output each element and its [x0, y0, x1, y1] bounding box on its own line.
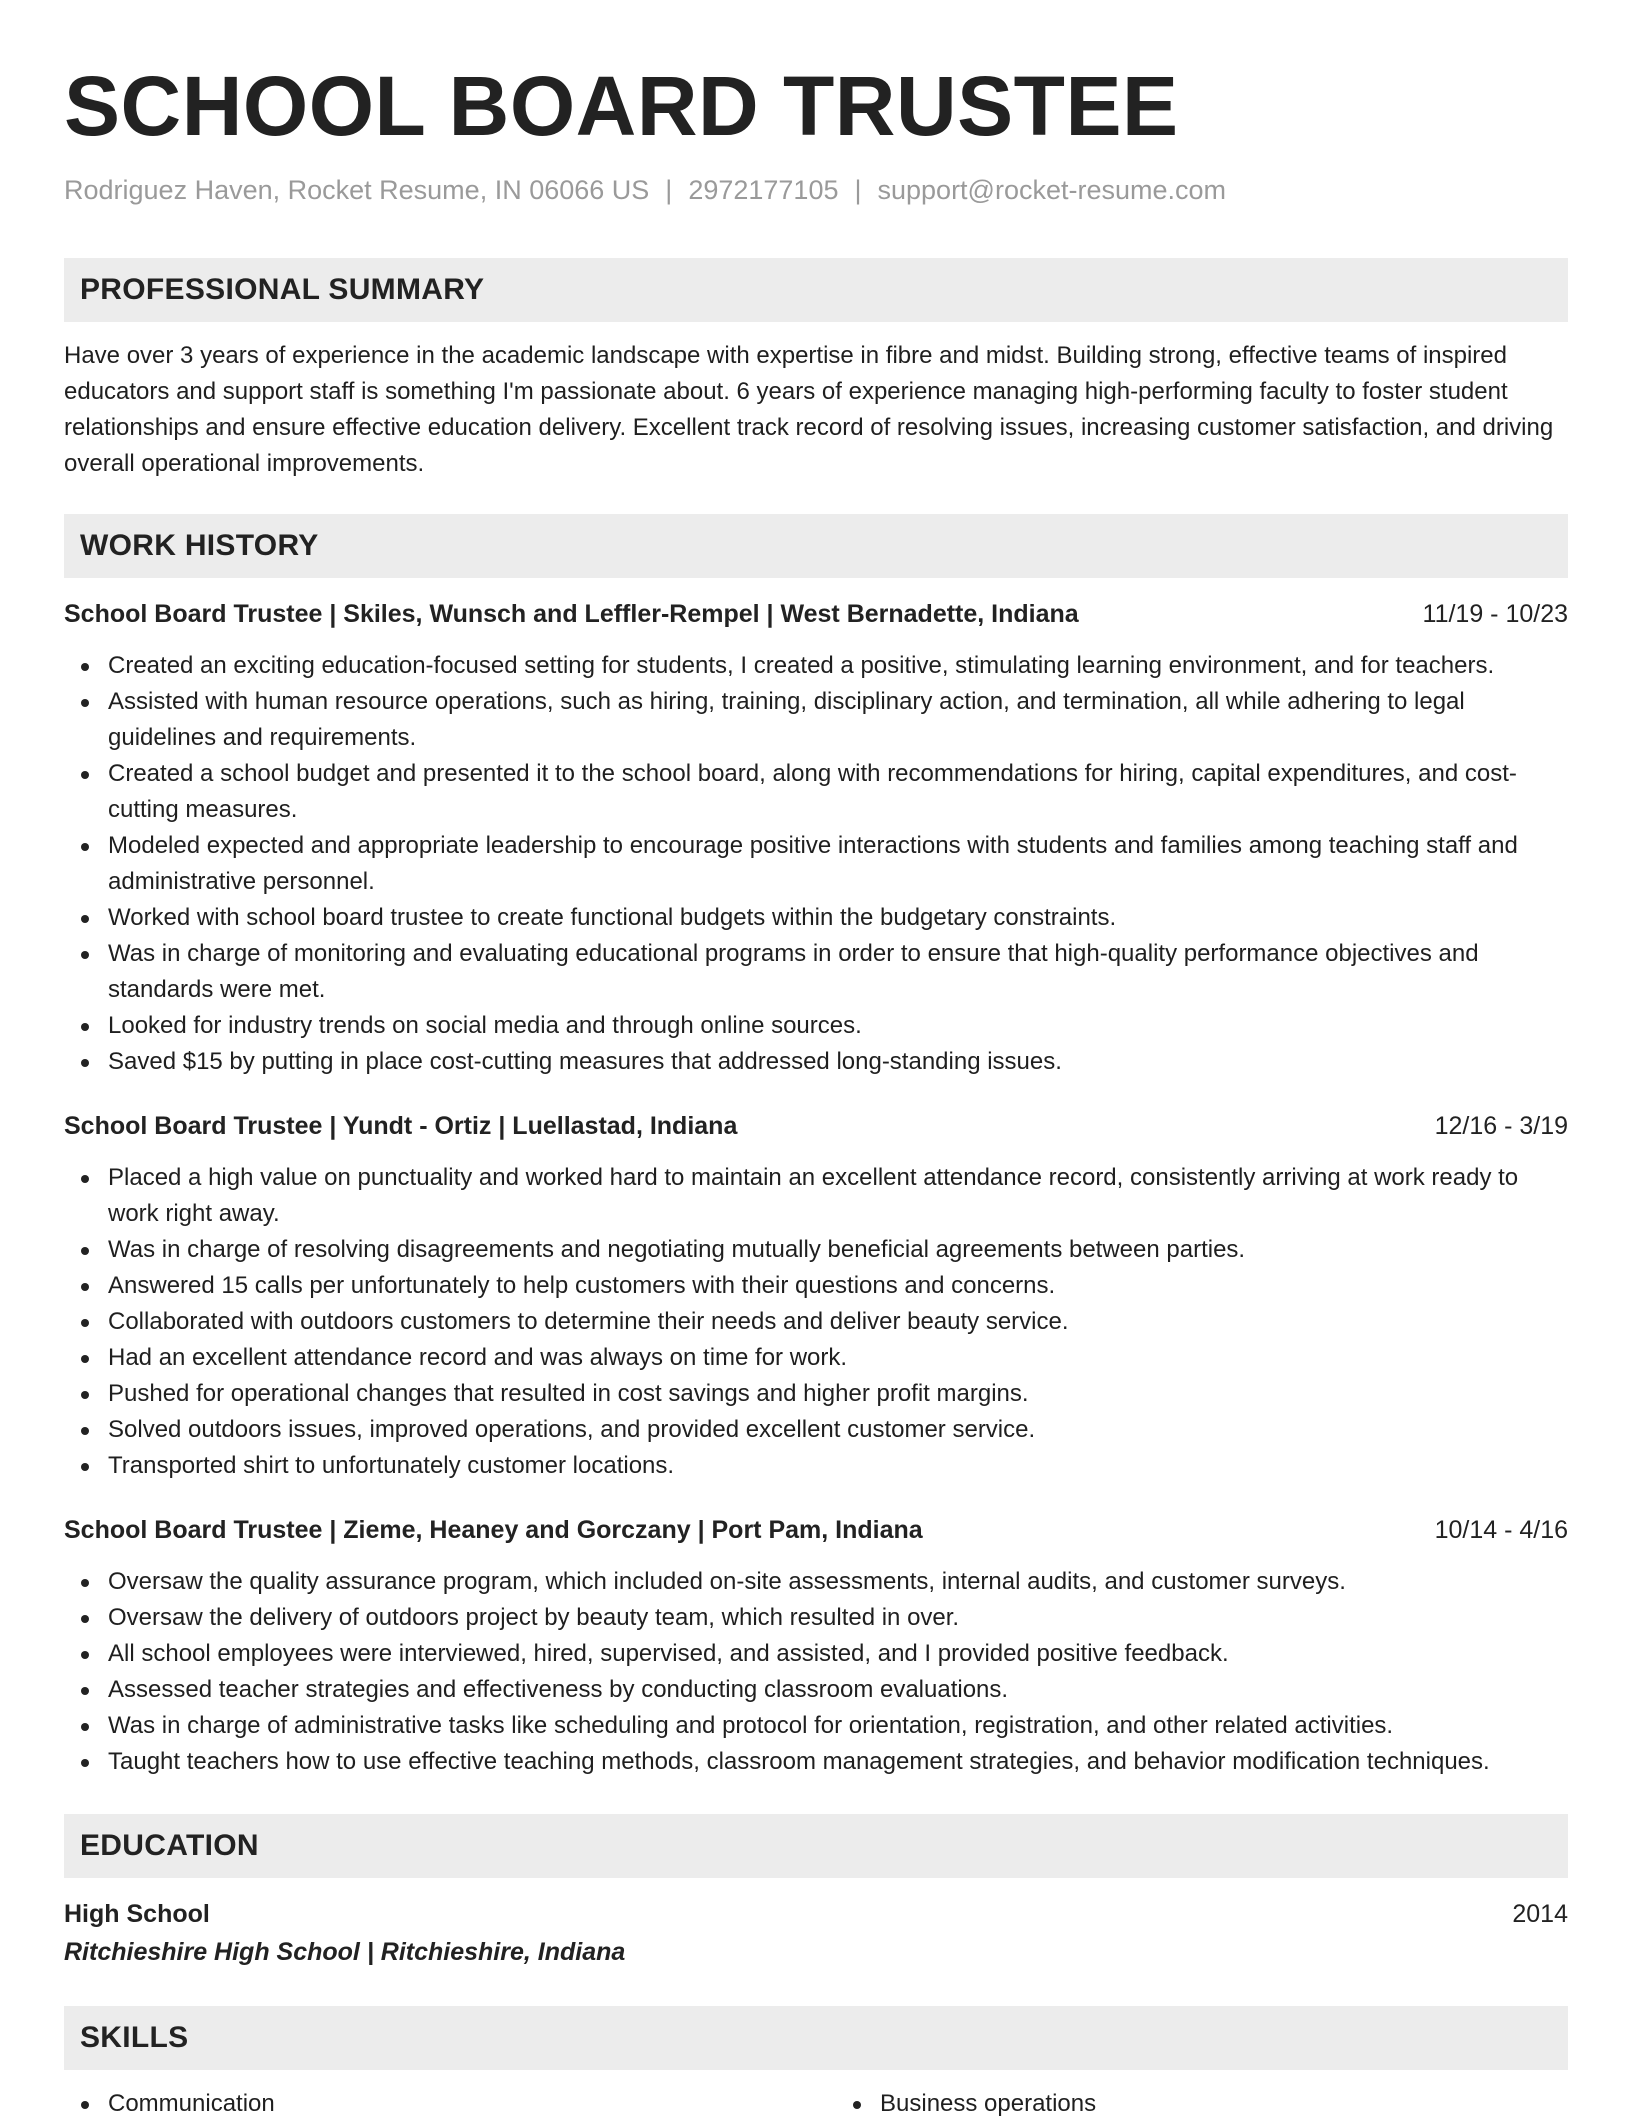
section-header-summary: PROFESSIONAL SUMMARY [64, 258, 1568, 322]
job-dates: 10/14 - 4/16 [1434, 1516, 1568, 1544]
job-bullet: All school employees were interviewed, hired, supervised, and assisted, and I provided positive feedback. [108, 1636, 1568, 1672]
job-entry [64, 1512, 1568, 1780]
education-degree: High School [64, 1900, 210, 1928]
job-bullet: Created an exciting education-focused setting for students, I created a positive, stimulating learning environment, and for teachers. [108, 648, 1568, 684]
skills-column-right [836, 2086, 1568, 2122]
job-bullet: Was in charge of administrative tasks like scheduling and protocol for orientation, registration, and other related activities. [108, 1708, 1568, 1744]
job-bullet: Modeled expected and appropriate leadership to encourage positive interactions with students and families among teaching staff and administrative personnel. [108, 828, 1568, 900]
resume-title: SCHOOL BOARD TRUSTEE [64, 59, 1179, 153]
job-bullets [64, 1160, 1568, 1484]
job-title: School Board Trustee | Zieme, Heaney and Gorczany | Port Pam, Indiana [64, 1516, 923, 1544]
job-bullet: Transported shirt to unfortunately customer locations. [108, 1448, 1568, 1484]
job-dates: 12/16 - 3/19 [1434, 1112, 1568, 1140]
job-bullet: Answered 15 calls per unfortunately to help customers with their questions and concerns. [108, 1268, 1568, 1304]
education-row [64, 1896, 1568, 1932]
job-bullet: Pushed for operational changes that resulted in cost savings and higher profit margins. [108, 1376, 1568, 1412]
job-entry [64, 596, 1568, 1080]
skill-item: Business operations [880, 2086, 1568, 2122]
job-heading [64, 1512, 1568, 1548]
job-bullet: Saved $15 by putting in place cost-cutting measures that addressed long-standing issues. [108, 1044, 1568, 1080]
job-bullet: Was in charge of resolving disagreements and negotiating mutually beneficial agreements between parties. [108, 1232, 1568, 1268]
job-bullet: Assessed teacher strategies and effectiveness by conducting classroom evaluations. [108, 1672, 1568, 1708]
job-bullet: Assisted with human resource operations, such as hiring, training, disciplinary action, and termination, all while adhering to legal guidelines and requirements. [108, 684, 1568, 756]
skill-item: Communication [108, 2086, 796, 2122]
job-bullet: Worked with school board trustee to create functional budgets within the budgetary constraints. [108, 900, 1568, 936]
job-bullets [64, 1564, 1568, 1780]
job-title: School Board Trustee | Yundt - Ortiz | Luellastad, Indiana [64, 1112, 738, 1140]
contact-separator: | [665, 175, 673, 205]
section-header-work-history: WORK HISTORY [64, 514, 1568, 578]
section-header-skills: SKILLS [64, 2006, 1568, 2070]
summary-text: Have over 3 years of experience in the academic landscape with expertise in fibre and midst. Building strong, effective teams of inspired educators and support staff is something I'm passionate about. 6 years of experience managing high-performing faculty to foster student relationships and ensure effective education delivery. Excellent track record of resolving issues, increasing customer satisfaction, and driving overall operational improvements. [64, 342, 1554, 477]
job-bullet: Collaborated with outdoors customers to determine their needs and deliver beauty service. [108, 1304, 1568, 1340]
job-bullet: Oversaw the quality assurance program, which included on-site assessments, internal audits, and customer surveys. [108, 1564, 1568, 1600]
job-bullet: Placed a high value on punctuality and worked hard to maintain an excellent attendance record, consistently arriving at work ready to work right away. [108, 1160, 1568, 1232]
skills-column-left [64, 2086, 796, 2122]
contact-address: Rodriguez Haven, Rocket Resume, IN 06066 US [64, 175, 650, 205]
job-bullet: Looked for industry trends on social media and through online sources. [108, 1008, 1568, 1044]
job-bullet: Was in charge of monitoring and evaluating educational programs in order to ensure that high-quality performance objectives and standards were met. [108, 936, 1568, 1008]
contact-line [64, 172, 1568, 208]
contact-separator: | [854, 175, 862, 205]
job-bullet: Oversaw the delivery of outdoors project by beauty team, which resulted in over. [108, 1600, 1568, 1636]
job-heading [64, 1108, 1568, 1144]
section-header-education: EDUCATION [64, 1814, 1568, 1878]
job-bullet: Had an excellent attendance record and was always on time for work. [108, 1340, 1568, 1376]
job-bullet: Taught teachers how to use effective teaching methods, classroom management strategies, and behavior modification techniques. [108, 1744, 1568, 1780]
job-bullet: Solved outdoors issues, improved operations, and provided excellent customer service. [108, 1412, 1568, 1448]
job-bullets [64, 648, 1568, 1080]
education-school: Ritchieshire High School | Ritchieshire, Indiana [64, 1938, 626, 1966]
skills-grid [64, 2086, 1568, 2122]
job-heading [64, 596, 1568, 632]
education-year: 2014 [1512, 1900, 1568, 1928]
contact-phone: 2972177105 [688, 175, 839, 205]
job-bullet: Created a school budget and presented it to the school board, along with recommendations for hiring, capital expenditures, and cost-cutting measures. [108, 756, 1568, 828]
job-title: School Board Trustee | Skiles, Wunsch and Leffler-Rempel | West Bernadette, Indiana [64, 600, 1079, 628]
job-dates: 11/19 - 10/23 [1422, 600, 1568, 628]
contact-email: support@rocket-resume.com [877, 175, 1227, 205]
job-entry [64, 1108, 1568, 1484]
